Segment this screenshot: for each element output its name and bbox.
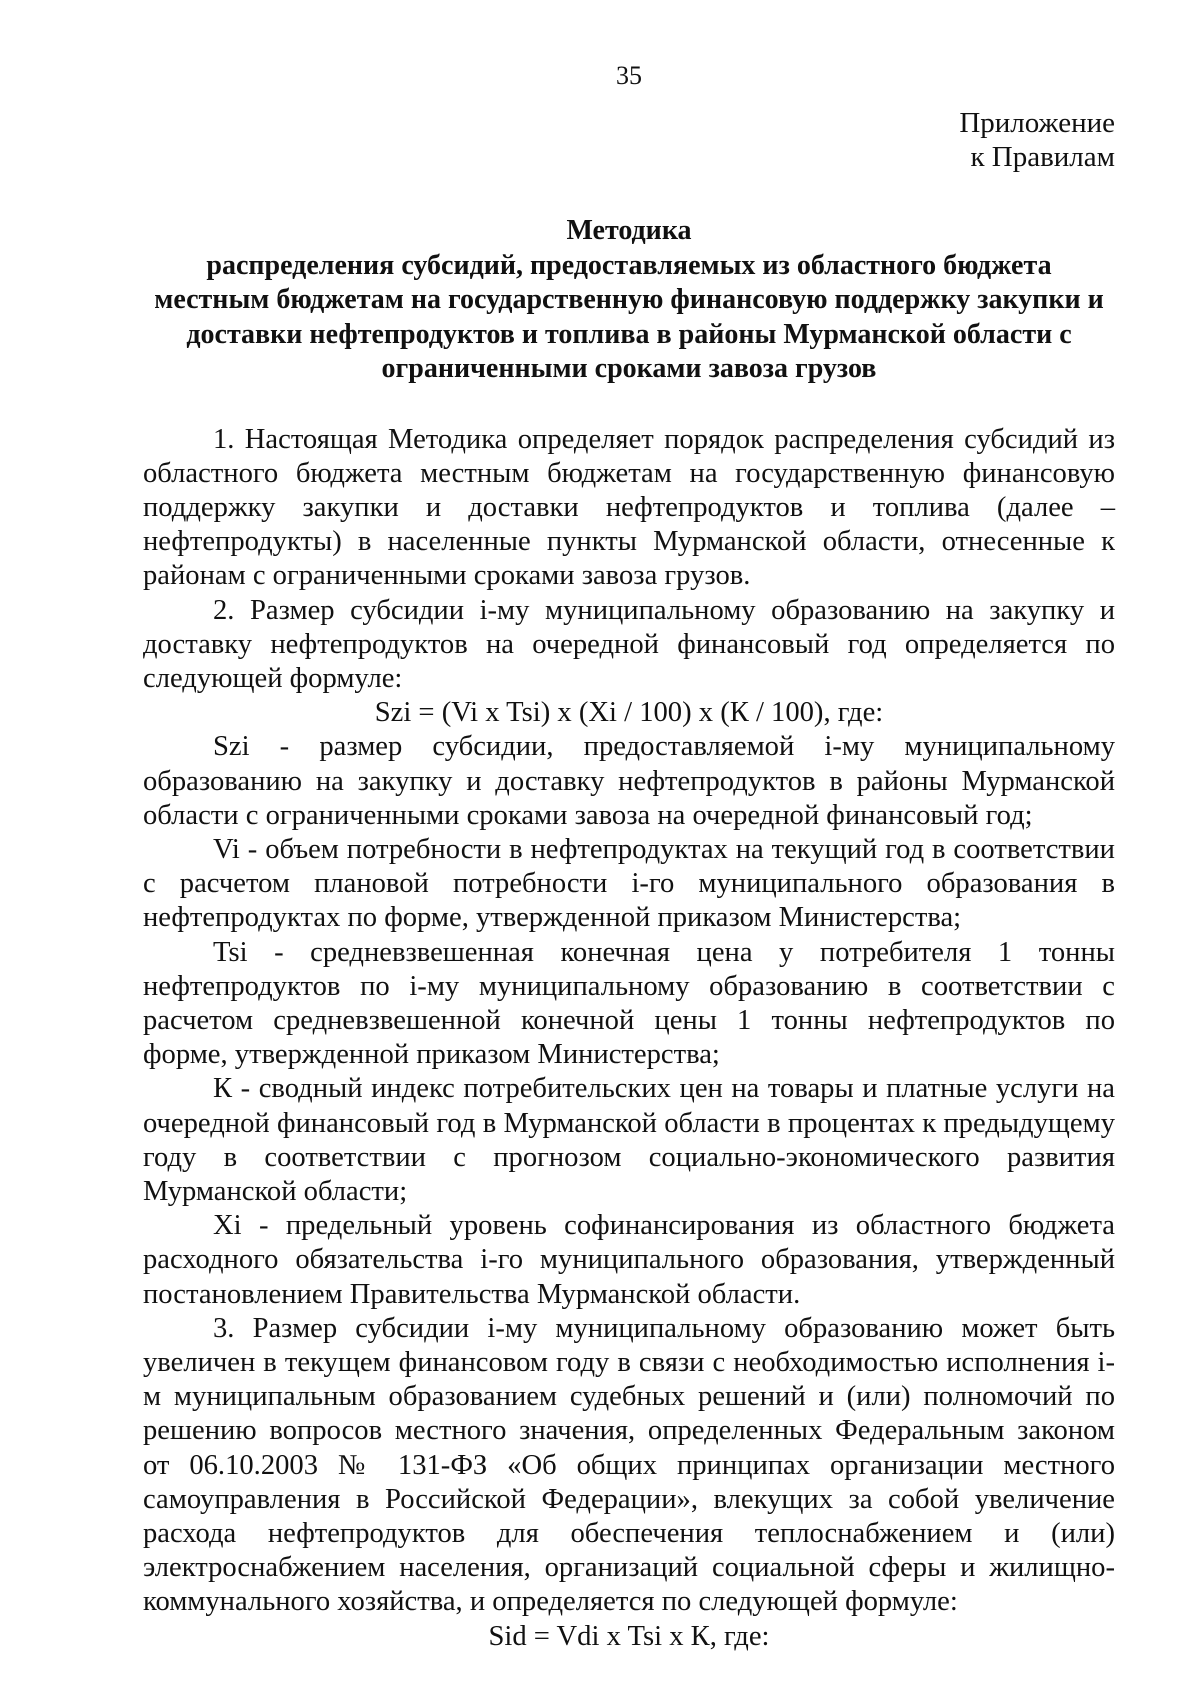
title-line: ограниченными сроками завоза грузов (381, 353, 877, 384)
definition-vi: Vi - объем потребности в нефтепродуктах на текущий год в соответствии с расчетом плановой потребности i-го муниципального образования в нефтепродуктах по форме, утвержденной приказом Министерства; (143, 833, 1115, 934)
document-body (143, 423, 1115, 1654)
title-line: распределения субсидий, предоставляемых из областного бюджета (206, 249, 1052, 281)
appendix-line-2: к Правилам (970, 141, 1115, 173)
definition-xi: Xi - предельный уровень софинансирования из областного бюджета расходного обязательства i-го муниципального образования, утвержденный постановлением Правительства Мурманской области. (143, 1210, 1115, 1310)
page-number: 35 (616, 61, 642, 90)
definition-szi: Szi - размер субсидии, предоставляемой i-му муниципальному образованию на закупку и доставку нефтепродуктов в районы Мурманской области с ограниченными сроками завоза на очередной финансовый год; (143, 731, 1115, 831)
title-line: местным бюджетам на государственную финансовую поддержку закупки и (154, 284, 1104, 315)
document-title (143, 214, 1115, 387)
paragraph-1: 1. Настоящая Методика определяет порядок распределения субсидий из областного бюджета местным бюджетам на государственную финансовую поддержку закупки и доставки нефтепродуктов и топлива (далее – нефтепродукты) в населенные пункты Мурманской области, отнесенные к районам с ограниченными сроками завоза грузов. (143, 423, 1115, 592)
document-page (143, 60, 1115, 1654)
appendix-line-1: Приложение (959, 107, 1115, 139)
definition-tsi: Tsi - средневзвешенная конечная цена у потребителя 1 тонны нефтепродуктов по i-му муниципальному образованию в соответствии с расчетом средневзвешенной конечной цены 1 тонны нефтепродуктов по форме, утвержденной приказом Министерства; (143, 936, 1115, 1071)
appendix-label (143, 106, 1115, 174)
formula-sid: Sid = Vdi x Tsi x К, где: (488, 1620, 770, 1652)
paragraph-2: 2. Размер субсидии i-му муниципальному образованию на закупку и доставку нефтепродуктов на очередной финансовый год определяется по следующей формуле: (143, 594, 1115, 694)
definition-k: К - сводный индекс потребительских цен на товары и платные услуги на очередной финансовый год в Мурманской области в процентах к предыдущему году в соответствии с прогнозом социально-экономического развития Мурманской области; (143, 1073, 1115, 1207)
formula-szi: Szi = (Vi x Tsi) x (Xi / 100) x (К / 100), где: (374, 697, 884, 729)
title-line: доставки нефтепродуктов и топлива в районы Мурманской области с (186, 318, 1072, 350)
title-heading: Методика (566, 215, 692, 246)
paragraph-3: 3. Размер субсидии i-му муниципальному образованию может быть увеличен в текущем финансовом году в связи с необходимостью исполнения i-м муниципальным образованием судебных решений и (или) полномочий по решению вопросов местного значения, определенных Федеральным законом от 06.10.2003 № 131-ФЗ «Об общих принципах организации местного самоуправления в Российской Федерации», влекущих за собой увеличение расхода нефтепродуктов для обеспечения теплоснабжением и (или) электроснабжением населения, организаций социальной сферы и жилищно-коммунального хозяйства, и определяется по следующей формуле: (143, 1312, 1115, 1618)
